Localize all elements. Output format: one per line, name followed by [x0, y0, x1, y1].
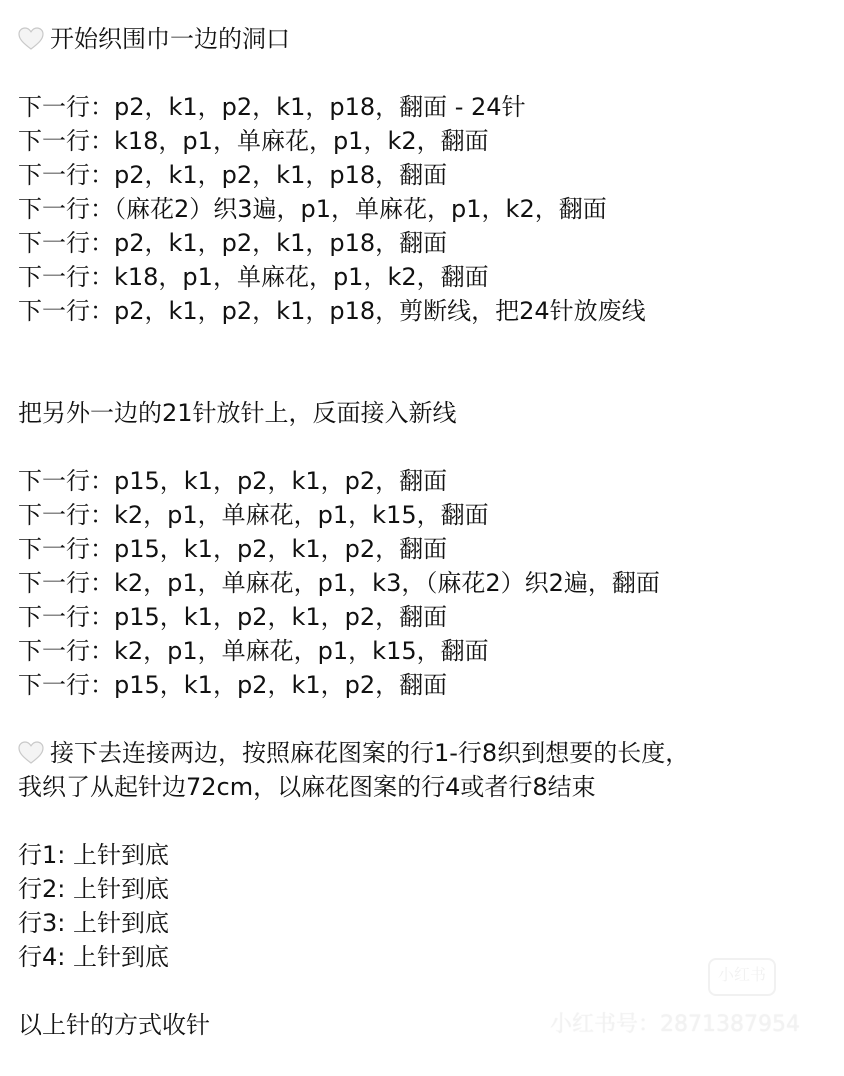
section1-row: 下一行：p2，k1，p2，k1，p18，翻面	[18, 229, 448, 257]
section4-row: 行4: 上针到底	[18, 943, 169, 971]
section1-row: 下一行：（麻花2）织3遍，p1，单麻花，p1，k2，翻面	[18, 195, 607, 223]
section2-row: 下一行：p15，k1，p2，k1，p2，翻面	[18, 535, 448, 563]
section4-row: 行3: 上针到底	[18, 909, 169, 937]
white-heart-icon	[18, 741, 44, 765]
watermark	[520, 958, 800, 1038]
section3-heading-line2: 我织了从起针边72cm，以麻花图案的行4或者行8结束	[18, 773, 596, 801]
document-body	[18, 22, 826, 1042]
section3-heading	[18, 736, 826, 770]
section2-row: 下一行：k2，p1，单麻花，p1，k15，翻面	[18, 637, 489, 665]
section1-row: 下一行：p2，k1，p2，k1，p18，剪断线，把24针放废线	[18, 297, 646, 325]
section2-row: 下一行：p15，k1，p2，k1，p2，翻面	[18, 671, 448, 699]
section2-row: 下一行：p15，k1，p2，k1，p2，翻面	[18, 467, 448, 495]
section1-row: 下一行：k18，p1，单麻花，p1，k2，翻面	[18, 127, 489, 155]
section1-row: 下一行：p2，k1，p2，k1，p18，翻面 - 24针	[18, 93, 526, 121]
section1-heading-text: 开始织围巾一边的洞口	[50, 25, 290, 53]
closing-text: 以上针的方式收针	[18, 1011, 210, 1039]
section1-heading	[18, 22, 826, 56]
watermark-text: 小红书号：2871387954	[550, 1012, 800, 1037]
section1-row: 下一行：k18，p1，单麻花，p1，k2，翻面	[18, 263, 489, 291]
section2-intro: 把另外一边的21针放针上，反面接入新线	[18, 399, 457, 427]
section2-row: 下一行：p15，k1，p2，k1，p2，翻面	[18, 603, 448, 631]
section2-row: 下一行：k2，p1，单麻花，p1，k15，翻面	[18, 501, 489, 529]
section4-row: 行1: 上针到底	[18, 841, 169, 869]
section1-row: 下一行：p2，k1，p2，k1，p18，翻面	[18, 161, 448, 189]
watermark-logo: 小红书	[708, 958, 776, 996]
section2-row: 下一行：k2，p1，单麻花，p1，k3，（麻花2）织2遍，翻面	[18, 569, 660, 597]
section3-heading-line1: 接下去连接两边，按照麻花图案的行1-行8织到想要的长度，	[50, 739, 690, 767]
section4-row: 行2: 上针到底	[18, 875, 169, 903]
white-heart-icon	[18, 27, 44, 51]
